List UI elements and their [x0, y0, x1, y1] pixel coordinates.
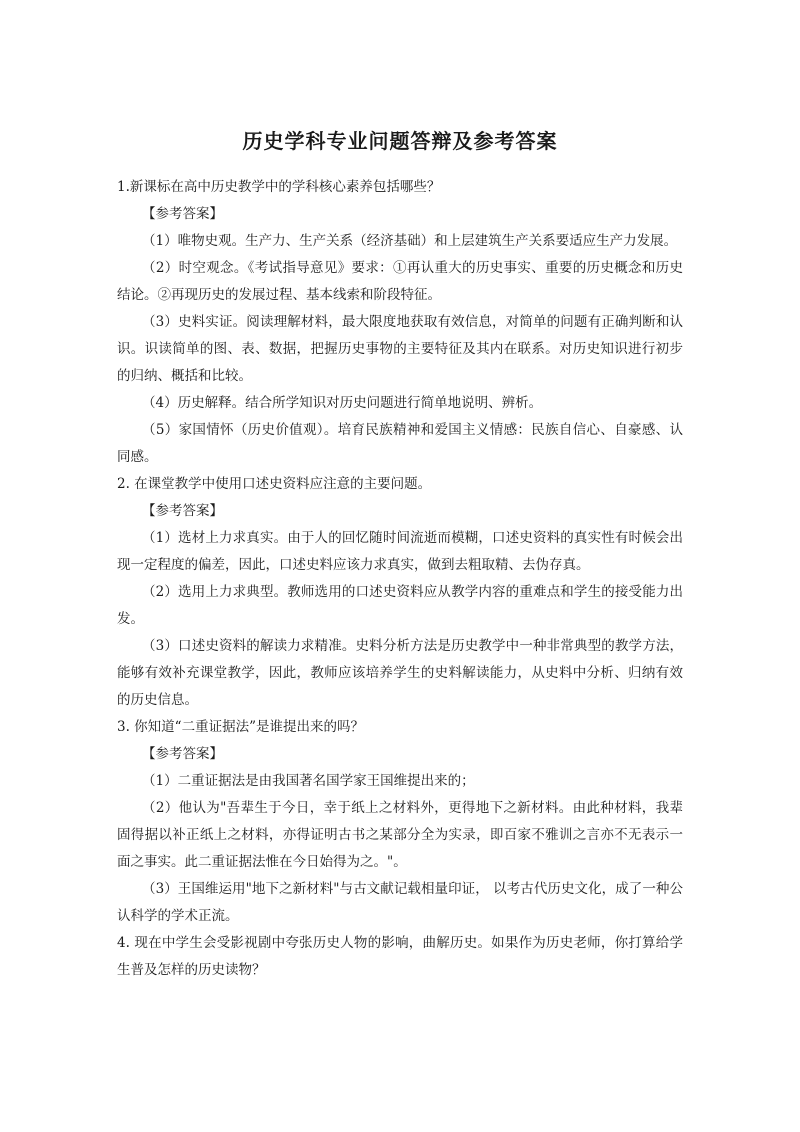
question-4: 4. 现在中学生会受影视剧中夸张历史人物的影响，曲解历史。如果作为历史老师，你打算给学生普及怎样的历史读物？	[117, 935, 683, 978]
answer-1-1: （1）唯物史观。生产力、生产关系（经济基础）和上层建筑生产关系要适应生产力发展。	[142, 233, 678, 249]
answer-3-1: （1）二重证据法是由我国著名国学家王国维提出来的；	[142, 773, 475, 789]
answer-label-2: 【参考答案】	[142, 503, 223, 519]
answer-label-1: 【参考答案】	[142, 206, 223, 222]
answer-2-2: （2）选用上力求典型。教师选用的口述史资料应从教学内容的重难点和学生的接受能力出发。	[117, 584, 683, 627]
document-title: 历史学科专业问题答辩及参考答案	[242, 129, 558, 153]
answer-1-4: （4）历史解释。结合所学知识对历史问题进行简单地说明、辨析。	[142, 395, 543, 411]
answer-label-3: 【参考答案】	[142, 746, 223, 762]
answer-3-2: （2）他认为"吾辈生于今日，幸于纸上之材料外，更得地下之新材料。由此种材料，我辈固得据以补正纸上之材料，亦得证明古书之某部分全为实录，即百家不雅训之言亦不无表示一面之事实。此二重证据法惟在今日始得为之。"。	[117, 800, 683, 870]
answer-1-2: （2）时空观念。《考试指导意见》要求：①再认重大的历史事实、重要的历史概念和历史结论。②再现历史的发展过程、基本线索和阶段特征。	[117, 260, 683, 303]
answer-2-3: （3）口述史资料的解读力求精准。史料分析方法是历史教学中一种非常典型的教学方法，能够有效补充课堂教学，因此，教师应该培养学生的史料解读能力，从史料中分析、归纳有效的历史信息。	[117, 638, 683, 708]
answer-1-3: （3）史料实证。阅读理解材料，最大限度地获取有效信息，对简单的问题有正确判断和认识。识读简单的图、表、数据，把握历史事物的主要特征及其内在联系。对历史知识进行初步的归纳、概括和比较。	[117, 314, 683, 384]
answer-3-3: （3）王国维运用"地下之新材料"与古文献记载相量印证， 以考古代历史文化，成了一种公认科学的学术正流。	[117, 881, 683, 924]
answer-1-5: （5）家国情怀（历史价值观）。培育民族精神和爱国主义情感：民族自信心、自豪感、认同感。	[117, 422, 683, 465]
answer-2-1: （1）选材上力求真实。由于人的回忆随时间流逝而模糊，口述史资料的真实性有时候会出现一定程度的偏差，因此，口述史料应该力求真实，做到去粗取精、去伪存真。	[117, 530, 683, 573]
question-2: 2. 在课堂教学中使用口述史资料应注意的主要问题。	[117, 476, 432, 492]
document-body	[117, 174, 683, 984]
question-3: 3. 你知道“二重证据法”是谁提出来的吗？	[117, 719, 364, 735]
question-1: 1.新课标在高中历史教学中的学科核心素养包括哪些？	[117, 179, 441, 195]
